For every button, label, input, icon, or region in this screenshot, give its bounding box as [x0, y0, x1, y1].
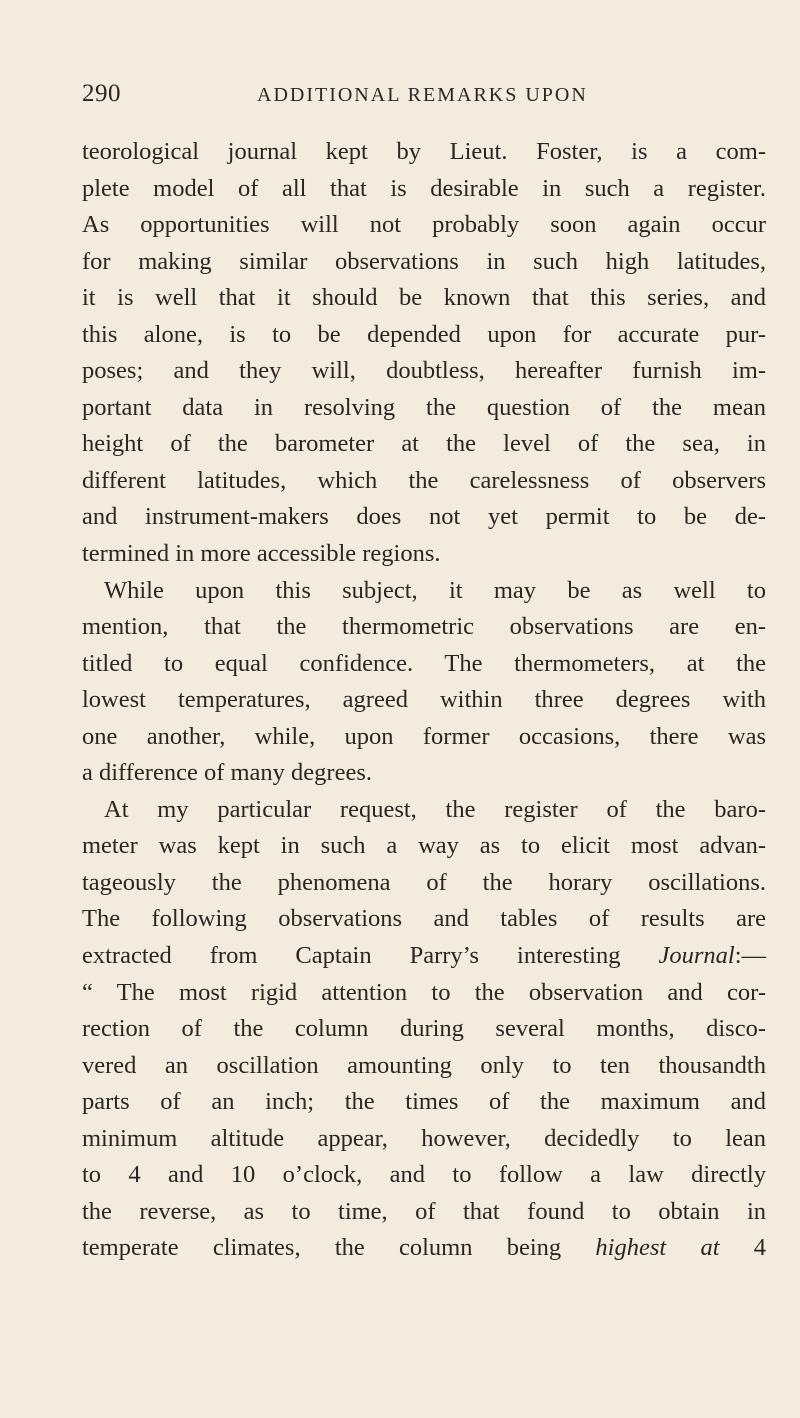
text-line: for making similar observations in such high latitudes, — [82, 247, 766, 275]
text-line: it is well that it should be known that this series, and — [82, 284, 766, 312]
text-line: minimum altitude appear, however, decidedly to lean — [82, 1124, 766, 1152]
line-text: :— — [734, 942, 766, 970]
text-line: rection of the column during several months, disco- — [82, 1015, 766, 1043]
italic-journal: Journal — [658, 942, 735, 970]
text-line: The following observations and tables of results are — [82, 905, 766, 933]
text-line: tageously the phenomena of the horary oscillations. — [82, 868, 766, 896]
text-line: lowest temperatures, agreed within three degrees with — [82, 686, 766, 714]
text-line: the reverse, as to time, of that found to obtain in — [82, 1197, 766, 1225]
paragraph-end-line: a difference of many degrees. — [82, 759, 372, 787]
page-number: 290 — [82, 80, 121, 107]
paragraph-start-line: At my particular request, the register of the baro- — [104, 795, 766, 823]
text-line: one another, while, upon former occasions, there was — [82, 722, 766, 750]
text-line: parts of an inch; the times of the maximum and — [82, 1088, 766, 1116]
text-line: different latitudes, which the carelessness of observers — [82, 466, 766, 494]
text-line: height of the barometer at the level of the sea, in — [82, 430, 766, 458]
text-line: portant data in resolving the question of the mean — [82, 393, 766, 421]
page-header — [82, 80, 762, 120]
text-line: to 4 and 10 o’clock, and to follow a law directly — [82, 1161, 766, 1189]
text-line: As opportunities will not probably soon again occur — [82, 211, 766, 239]
line-text: extracted from Captain Parry’s interesting — [82, 942, 659, 970]
text-line: mention, that the thermometric observations are en- — [82, 613, 766, 641]
text-line: this alone, is to be depended upon for accurate pur- — [82, 320, 766, 348]
last-text-line — [82, 1230, 766, 1267]
text-line: titled to equal confidence. The thermometers, at the — [82, 649, 766, 677]
line-text: temperate climates, the column being — [82, 1234, 596, 1262]
paragraph-start-line: While upon this subject, it may be as well to — [104, 576, 766, 604]
italic-highest-at: highest at — [595, 1234, 720, 1262]
paragraph-end-line: termined in more accessible regions. — [82, 540, 441, 568]
text-line: vered an oscillation amounting only to ten thousandth — [82, 1051, 766, 1079]
journal-reference-line — [82, 938, 766, 975]
quotation-start-line: “ The most rigid attention to the observation and cor- — [82, 978, 766, 1006]
text-line: teorological journal kept by Lieut. Foster, is a com- — [82, 138, 766, 165]
body-text — [82, 134, 766, 1267]
text-line: meter was kept in such a way as to elicit most advan- — [82, 832, 766, 860]
text-line: and instrument-makers does not yet permit to be de- — [82, 503, 766, 531]
running-head: ADDITIONAL REMARKS UPON — [257, 84, 588, 106]
text-line: plete model of all that is desirable in such a register. — [82, 174, 766, 202]
text-line: poses; and they will, doubtless, hereafter furnish im- — [82, 357, 766, 385]
line-text: 4 — [719, 1234, 766, 1262]
